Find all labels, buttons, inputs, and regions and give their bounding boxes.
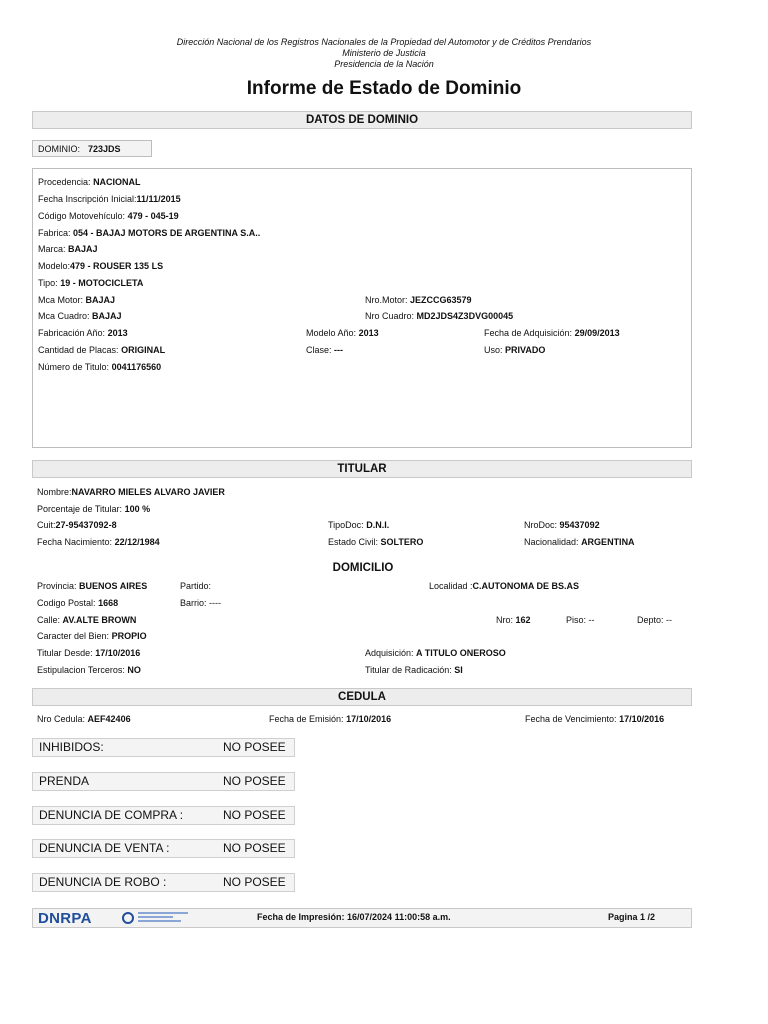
nro-cedula-value: AEF42406 (87, 714, 131, 724)
procedencia-value: NACIONAL (93, 177, 141, 187)
status-label: DENUNCIA DE ROBO : (39, 875, 167, 889)
placas-label: Cantidad de Placas: (38, 345, 119, 355)
nacionalidad-field (524, 537, 635, 547)
status-denuncia-venta (32, 839, 295, 858)
modelo-value: 479 - ROUSER 135 LS (70, 261, 164, 271)
section-datos-dominio: DATOS DE DOMINIO (32, 111, 692, 129)
piso-label: Piso: (566, 615, 587, 625)
uso-value: PRIVADO (505, 345, 546, 355)
status-value: NO POSEE (223, 841, 286, 855)
dominio-label: DOMINIO: (38, 144, 80, 154)
status-label: INHIBIDOS: (39, 740, 104, 754)
status-value: NO POSEE (223, 740, 286, 754)
fecha-adquisicion-field (484, 328, 620, 338)
clase-field (306, 345, 343, 355)
calle-field (37, 615, 136, 625)
marca-label: Marca: (38, 244, 66, 254)
fecha-nacimiento-field (37, 537, 160, 547)
fecha-inscripcion-label: Fecha Inscripción Inicial: (38, 194, 137, 204)
header-presidency: Presidencia de la Nación (334, 59, 434, 69)
placas-field (38, 345, 165, 355)
modelo-label: Modelo: (38, 261, 71, 271)
numero-titulo-label: Número de Titulo: (38, 362, 110, 372)
adquisicion-label: Adquisición: (365, 648, 414, 658)
fecha-impresion: Fecha de Impresión: 16/07/2024 11:00:58 a.m. (257, 912, 451, 922)
localidad-label: Localidad : (429, 581, 473, 591)
nrodoc-label: NroDoc: (524, 520, 558, 530)
localidad-field (429, 581, 579, 591)
porcentaje-value: 100 % (124, 504, 151, 514)
calle-value: AV.ALTE BROWN (62, 615, 137, 625)
nro-cuadro-field (365, 311, 513, 321)
marca-value: BAJAJ (68, 244, 98, 254)
vehicle-details-box (32, 168, 692, 448)
mca-cuadro-label: Mca Cuadro: (38, 311, 90, 321)
status-label: PRENDA (39, 774, 90, 788)
tipodoc-label: TipoDoc: (328, 520, 364, 530)
page-title: Informe de Estado de Dominio (246, 78, 522, 99)
fecha-adquisicion-value: 29/09/2013 (574, 328, 620, 338)
cuit-value: 27-95437092-8 (55, 520, 117, 530)
procedencia-field (38, 177, 141, 187)
mca-motor-value: BAJAJ (85, 295, 116, 305)
codigo-postal-field (37, 598, 118, 608)
calle-label: Calle: (37, 615, 61, 625)
tipodoc-value: D.N.I. (366, 520, 390, 530)
tipodoc-field (328, 520, 389, 530)
nombre-field (37, 487, 225, 497)
porcentaje-field (37, 504, 150, 514)
radicacion-value: SI (454, 665, 463, 675)
numero-titulo-field (38, 362, 161, 372)
nombre-value: NAVARRO MIELES ALVARO JAVIER (71, 487, 225, 497)
cuit-field (37, 520, 117, 530)
estipulacion-value: NO (127, 665, 141, 675)
marca-field (38, 244, 98, 254)
page-footer (32, 908, 692, 928)
piso-value: -- (588, 615, 595, 625)
adquisicion-value: A TITULO ONEROSO (416, 648, 506, 658)
depto-value: -- (666, 615, 673, 625)
mca-motor-label: Mca Motor: (38, 295, 84, 305)
codigo-postal-value: 1668 (98, 598, 119, 608)
caracter-field (37, 631, 147, 641)
dnrpa-emblem-icon (122, 912, 134, 924)
titular-desde-label: Titular Desde: (37, 648, 93, 658)
status-denuncia-compra (32, 806, 295, 825)
nro-motor-value: JEZCCG63579 (410, 295, 472, 305)
tipo-field (38, 278, 143, 288)
radicacion-label: Titular de Radicación: (365, 665, 452, 675)
modelo-anio-value: 2013 (358, 328, 379, 338)
provincia-field (37, 581, 147, 591)
status-value: NO POSEE (223, 808, 286, 822)
fabricacion-anio-value: 2013 (107, 328, 128, 338)
nrodoc-field (524, 520, 600, 530)
status-denuncia-robo (32, 873, 295, 892)
mca-motor-field (38, 295, 115, 305)
nro-value: 162 (515, 615, 531, 625)
numero-titulo-value: 0041176560 (111, 362, 162, 372)
fabrica-field (38, 228, 260, 238)
provincia-value: BUENOS AIRES (79, 581, 148, 591)
caracter-label: Caracter del Bien: (37, 631, 110, 641)
mca-cuadro-field (38, 311, 122, 321)
fecha-emision-label: Fecha de Emisión: (269, 714, 344, 724)
logo-caption-graphic (138, 912, 188, 924)
barrio-value: ---- (209, 598, 222, 608)
titular-desde-value: 17/10/2016 (95, 648, 141, 658)
depto-label: Depto: (637, 615, 664, 625)
depto-field (637, 615, 672, 625)
nro-motor-label: Nro.Motor: (365, 295, 408, 305)
piso-field (566, 615, 595, 625)
nro-cuadro-label: Nro Cuadro: (365, 311, 415, 321)
fabricacion-anio-field (38, 328, 128, 338)
fecha-nacimiento-label: Fecha Nacimiento: (37, 537, 113, 547)
clase-value: --- (334, 345, 344, 355)
fecha-inscripcion-value: 11/11/2015 (136, 194, 181, 204)
nro-cedula-label: Nro Cedula: (37, 714, 86, 724)
dominio-value: 723JDS (88, 144, 121, 154)
modelo-anio-field (306, 328, 379, 338)
fecha-adquisicion-label: Fecha de Adquisición: (484, 328, 573, 338)
cuit-label: Cuit: (37, 520, 56, 530)
section-cedula: CEDULA (32, 688, 692, 706)
fecha-emision-value: 17/10/2016 (346, 714, 392, 724)
nacionalidad-value: ARGENTINA (581, 537, 635, 547)
fecha-vencimiento-field (525, 714, 664, 724)
fecha-inscripcion-field (38, 194, 181, 204)
tipo-label: Tipo: (38, 278, 58, 288)
fabrica-value: 054 - BAJAJ MOTORS DE ARGENTINA S.A.. (73, 228, 261, 238)
nombre-label: Nombre: (37, 487, 72, 497)
estado-civil-value: SOLTERO (380, 537, 424, 547)
modelo-anio-label: Modelo Año: (306, 328, 357, 338)
status-value: NO POSEE (223, 875, 286, 889)
nrodoc-value: 95437092 (559, 520, 600, 530)
header-ministry: Ministerio de Justicia (342, 48, 426, 58)
caracter-value: PROPIO (111, 631, 147, 641)
fabricacion-anio-label: Fabricación Año: (38, 328, 106, 338)
estado-civil-label: Estado Civil: (328, 537, 379, 547)
mca-cuadro-value: BAJAJ (92, 311, 122, 321)
status-label: DENUNCIA DE VENTA : (39, 841, 170, 855)
porcentaje-label: Porcentaje de Titular: (37, 504, 123, 514)
barrio-label: Barrio: (180, 598, 207, 608)
provincia-label: Provincia: (37, 581, 77, 591)
modelo-field (38, 261, 163, 271)
status-inhibidos (32, 738, 295, 757)
estipulacion-field (37, 665, 141, 675)
dominio-box (32, 140, 152, 157)
adquisicion-field (365, 648, 506, 658)
codigo-label: Código Motovehículo: (38, 211, 126, 221)
fecha-vencimiento-label: Fecha de Vencimiento: (525, 714, 617, 724)
tipo-value: 19 - MOTOCICLETA (60, 278, 144, 288)
fecha-nacimiento-value: 22/12/1984 (114, 537, 160, 547)
codigo-field (38, 211, 179, 221)
status-label: DENUNCIA DE COMPRA : (39, 808, 184, 822)
uso-field (484, 345, 545, 355)
nro-label: Nro: (496, 615, 514, 625)
fabrica-label: Fabrica: (38, 228, 71, 238)
partido-field (180, 581, 211, 591)
placas-value: ORIGINAL (121, 345, 166, 355)
localidad-value: C.AUTONOMA DE BS.AS (472, 581, 580, 591)
section-titular: TITULAR (32, 460, 692, 478)
titular-desde-field (37, 648, 140, 658)
nro-field (496, 615, 531, 625)
estado-civil-field (328, 537, 423, 547)
codigo-postal-label: Codigo Postal: (37, 598, 96, 608)
nacionalidad-label: Nacionalidad: (524, 537, 579, 547)
header-agency: Dirección Nacional de los Registros Nacionales de la Propiedad del Automotor y de Créditos Prendarios (176, 37, 592, 47)
nro-cedula-field (37, 714, 131, 724)
nro-cuadro-value: MD2JDS4Z3DVG00045 (416, 311, 514, 321)
status-prenda (32, 772, 295, 791)
radicacion-field (365, 665, 463, 675)
fecha-vencimiento-value: 17/10/2016 (619, 714, 665, 724)
clase-label: Clase: (306, 345, 332, 355)
fecha-emision-field (269, 714, 391, 724)
status-value: NO POSEE (223, 774, 286, 788)
dnrpa-logo: DNRPA (38, 910, 92, 927)
codigo-value: 479 - 045-19 (127, 211, 179, 221)
estipulacion-label: Estipulacion Terceros: (37, 665, 125, 675)
nro-motor-field (365, 295, 472, 305)
domicilio-heading: DOMICILIO (332, 562, 394, 574)
uso-label: Uso: (484, 345, 503, 355)
procedencia-label: Procedencia: (38, 177, 91, 187)
partido-label: Partido: (180, 581, 212, 591)
barrio-field (180, 598, 221, 608)
page-number: Pagina 1 /2 (608, 912, 656, 922)
